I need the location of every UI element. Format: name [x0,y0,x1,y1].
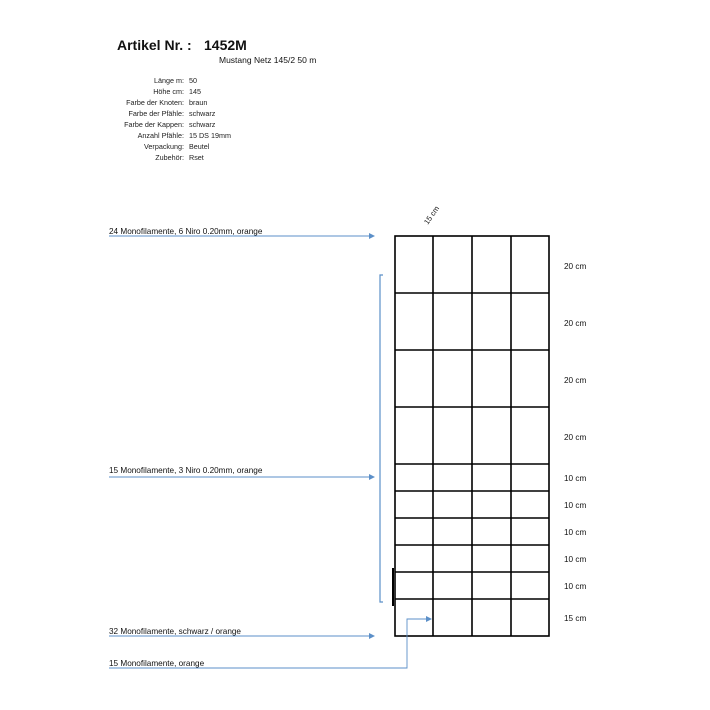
row-height-label: 10 cm [564,501,587,510]
spec-label-post-color: Farbe der Pfähle: [128,109,184,118]
spec-label-accessories: Zubehör: [155,153,184,162]
monofilament-label-top: 24 Monofilamente, 6 Niro 0.20mm, orange [109,227,263,236]
spec-value-height: 145 [189,87,201,96]
spec-label-knot-color: Farbe der Knoten: [126,98,184,107]
row-height-label: 20 cm [564,433,587,442]
spec-value-accessories: Rset [189,153,204,162]
top-dimension-label: 15 cm [422,204,442,227]
leader-arrows [109,236,431,668]
row-height-label: 15 cm [564,614,587,623]
spec-value-knot-color: braun [189,98,208,107]
spec-label-post-count: Anzahl Pfähle: [137,131,184,140]
spec-value-length: 50 [189,76,197,85]
product-name: Mustang Netz 145/2 50 m [219,55,317,65]
row-height-label: 20 cm [564,319,587,328]
article-number-label: Artikel Nr. : [117,37,192,53]
net-grid [393,236,549,636]
spec-label-packaging: Verpackung: [144,142,184,151]
spec-label-length: Länge m: [154,76,184,85]
spec-label-cap-color: Farbe der Kappen: [124,120,184,129]
spec-value-post-count: 15 DS 19mm [189,131,231,140]
row-height-label: 10 cm [564,555,587,564]
row-height-label: 10 cm [564,528,587,537]
spec-value-post-color: schwarz [189,109,216,118]
row-height-label: 20 cm [564,376,587,385]
spec-value-packaging: Beutel [189,142,210,151]
section-bracket [380,275,383,602]
monofilament-label-middle: 15 Monofilamente, 3 Niro 0.20mm, orange [109,466,263,475]
spec-value-cap-color: schwarz [189,120,216,129]
row-height-label: 10 cm [564,474,587,483]
monofilament-label-base: 15 Monofilamente, orange [109,659,205,668]
row-height-label: 10 cm [564,582,587,591]
spec-label-height: Höhe cm: [153,87,184,96]
row-height-label: 20 cm [564,262,587,271]
article-number-value: 1452M [204,37,247,53]
monofilament-label-bottom: 32 Monofilamente, schwarz / orange [109,627,241,636]
